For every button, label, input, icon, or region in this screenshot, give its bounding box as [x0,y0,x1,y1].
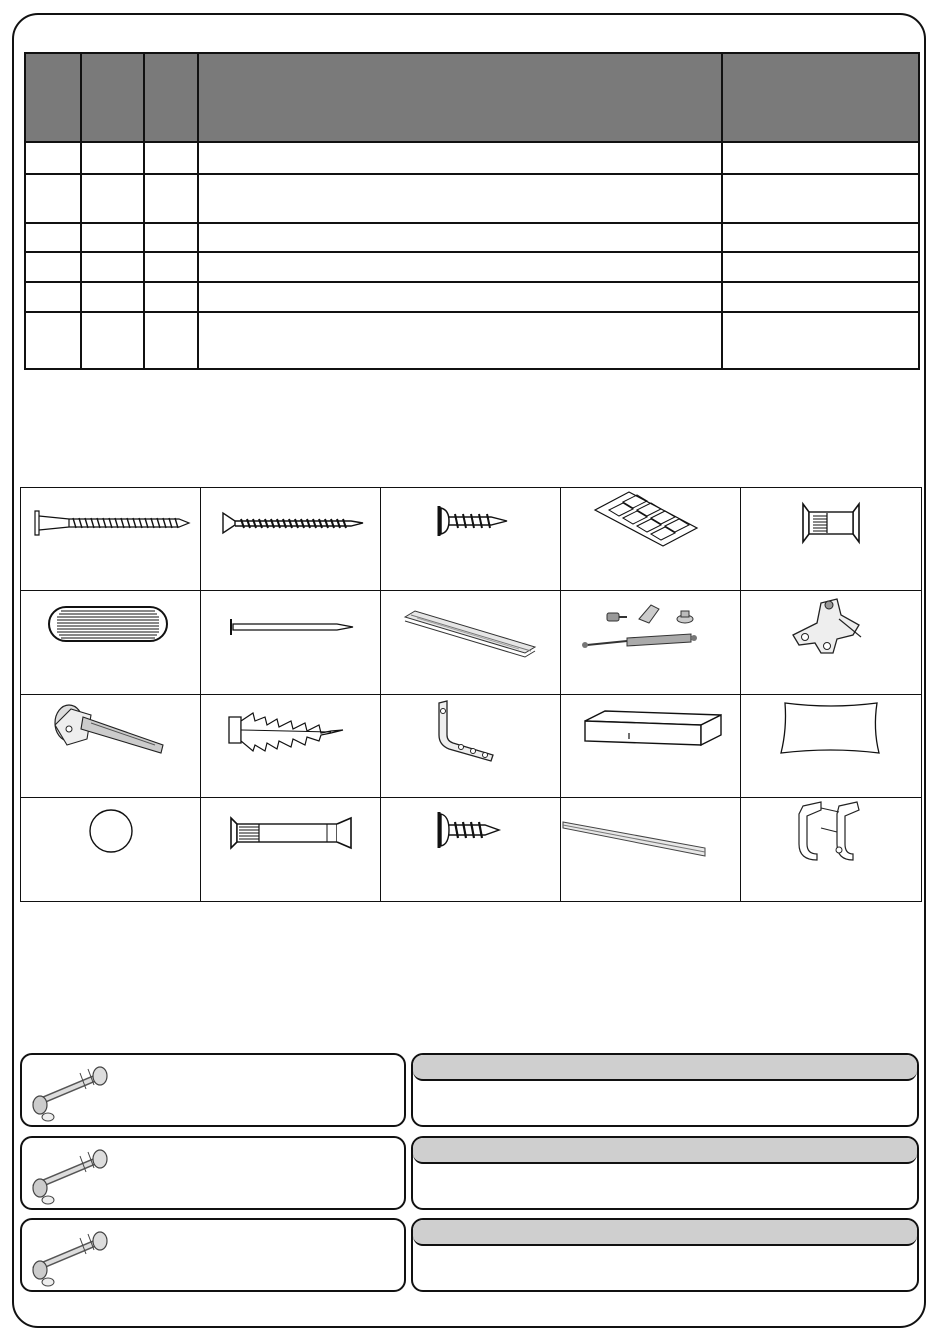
table-cell [25,142,81,174]
table-cell [722,282,919,311]
table-cell [144,312,198,369]
hardware-cell [381,591,561,694]
hardware-cell [561,798,741,901]
wood-block-icon [561,695,741,798]
table-cell [144,282,198,311]
table-cell [198,252,722,282]
column-header [144,53,198,142]
rail-bar-icon [561,798,741,901]
table-cell [144,142,198,174]
column-header [25,53,81,142]
hardware-cell [561,488,741,591]
table-cell [81,223,144,252]
hardware-cell [201,695,381,798]
hardware-cell [381,695,561,798]
connector-sleeve-icon [201,798,381,901]
hardware-cell [381,488,561,591]
hardware-cell [21,591,201,694]
table-cell [198,174,722,223]
table-cell [198,223,722,252]
table-cell [198,312,722,369]
nail-icon [201,591,381,694]
note-header-bar [413,1055,917,1081]
table-row [25,282,919,311]
hardware-cell [741,695,921,798]
sticker-pad-icon [741,695,921,798]
table-cell [144,174,198,223]
hardware-cell [561,695,741,798]
note-panel [411,1136,919,1210]
fitting-panel [20,1136,406,1210]
table-cell [81,312,144,369]
table-header-row [25,53,919,142]
table-cell [25,312,81,369]
table-cell [81,282,144,311]
fitting-panel [20,1053,406,1127]
felt-pad-sheet-icon [561,488,741,591]
table-cell [722,223,919,252]
angle-bracket-icon [381,695,561,798]
wooden-dowel-icon [21,591,201,694]
table-cell [81,252,144,282]
table-cell [25,252,81,282]
table-cell [25,174,81,223]
table-cell [81,142,144,174]
note-header-bar [413,1138,917,1164]
hardware-cell [201,488,381,591]
hardware-cell [21,488,201,591]
concealed-hinge-icon [21,695,201,798]
column-header [722,53,919,142]
gas-strut-kit-icon [561,591,741,694]
table-row [25,142,919,174]
table-row [25,174,919,223]
hardware-cell [201,591,381,694]
fitting-panel [20,1218,406,1292]
drawer-runner-icon [381,591,561,694]
table-cell [144,223,198,252]
table-cell [722,142,919,174]
hardware-grid [20,487,922,902]
note-header-bar [413,1220,917,1246]
column-header [81,53,144,142]
cam-bolt-icon [28,1224,118,1290]
parts-table [24,52,920,370]
hardware-cell [201,798,381,901]
table-row [25,252,919,282]
short-screw-icon [381,798,561,901]
countersunk-screw-icon [201,488,381,591]
table-cell [198,282,722,311]
cam-bolt-icon [28,1142,118,1208]
cover-cap-icon [21,798,201,901]
table-row [25,312,919,369]
hardware-cell [21,695,201,798]
note-panel [411,1218,919,1292]
flange-screw-icon [381,488,561,591]
shelf-clip-icon [741,798,921,901]
table-cell [81,174,144,223]
hardware-cell [741,798,921,901]
table-cell [198,142,722,174]
column-header [198,53,722,142]
table-cell [25,223,81,252]
connector-bolt-icon [741,488,921,591]
hardware-cell [741,488,921,591]
table-row [25,223,919,252]
table-cell [144,252,198,282]
table-cell [722,174,919,223]
wall-plug-icon [201,695,381,798]
table-cell [722,252,919,282]
hardware-cell [381,798,561,901]
cam-bolt-icon [28,1059,118,1125]
note-panel [411,1053,919,1127]
hardware-cell [741,591,921,694]
hardware-cell [561,591,741,694]
table-cell [25,282,81,311]
table-cell [722,312,919,369]
hardware-cell [21,798,201,901]
hinge-mounting-plate-icon [741,591,921,694]
long-screw-icon [21,488,201,591]
